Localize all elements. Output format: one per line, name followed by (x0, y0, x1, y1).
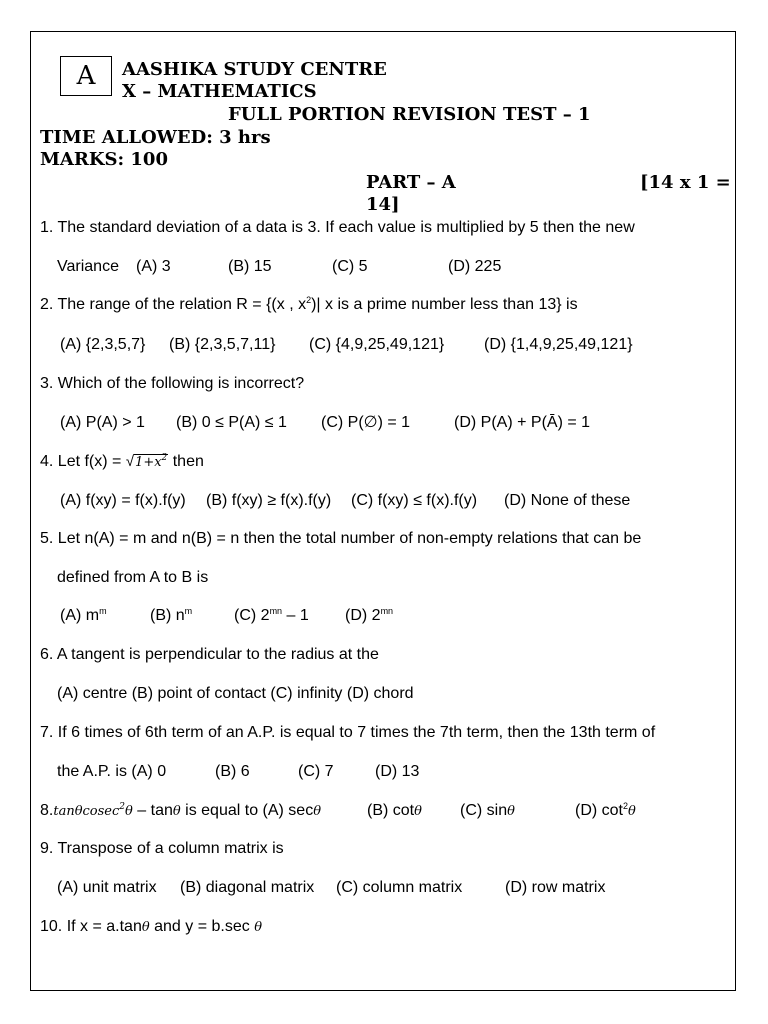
part-heading: PART – A (366, 172, 456, 193)
question-9-stem: 9. Transpose of a column matrix is (40, 840, 284, 857)
question-5-stem-cont: defined from A to B is (57, 569, 209, 586)
question-8-option-b: (B) cotθ (367, 802, 422, 819)
question-5-option-a: (A) $m^m$ (60, 606, 107, 624)
question-6-options: (A) centre (B) point of contact (C) infinity (D) chord (57, 685, 414, 702)
question-7-option-a: the A.P. is (A) 0 (57, 763, 167, 780)
question-7-option-c: (C) 7 (298, 763, 334, 780)
question-3-stem: 3. Which of the following is incorrect? (40, 375, 305, 392)
question-5-option-d: (D) $2^{mn}$ (345, 606, 394, 624)
question-3-option-c: (C) P(∅) = 1 (321, 414, 411, 431)
question-7-option-d: (D) 13 (375, 763, 420, 780)
question-2-option-d: (D) {1,4,9,25,49,121} (484, 336, 633, 353)
question-8-option-d: (D) $\cot^2\theta$ (575, 801, 636, 819)
test-title: FULL PORTION REVISION TEST – 1 (228, 104, 591, 125)
question-6-stem: 6. A tangent is perpendicular to the radius at the (40, 646, 379, 663)
question-3-option-a: (A) P(A) > 1 (60, 414, 145, 431)
question-4-stem: 4. Let $f(x) = √1+x^2$ then (40, 453, 204, 470)
question-5-stem: 5. Let n(A) = m and n(B) = n then the total number of non-empty relations that can be (40, 530, 642, 547)
question-2-stem: 2. The range of the relation R = {(x , $x^2)|$ x is a prime number less than 13} is (40, 295, 578, 313)
question-4-option-a: (A) f(xy) = f(x).f(y) (60, 492, 186, 509)
question-9-option-c: (C) column matrix (336, 879, 463, 896)
time-allowed: TIME ALLOWED: 3 hrs (40, 127, 271, 148)
question-1-option-a: (A) 3 (136, 258, 171, 275)
question-4-option-c: (C) f(xy) ≤ f(x).f(y) (351, 492, 478, 509)
question-7-stem: 7. If 6 times of 6th term of an A.P. is equal to 7 times the 7th term, then the 13th term of (40, 724, 656, 741)
question-1-stem: 1. The standard deviation of a data is 3. If each value is multiplied by 5 then the new (40, 219, 635, 236)
question-5-option-b: (B) $n^m$ (150, 606, 193, 624)
centre-name: AASHIKA STUDY CENTRE (122, 59, 387, 80)
question-1-option-d: (D) 225 (448, 258, 502, 275)
question-7-option-b: (B) 6 (215, 763, 250, 780)
part-marks: [14 x 1 = (640, 172, 731, 193)
subject-title: X – MATHEMATICS (122, 81, 317, 102)
question-8-option-c: (C) sinθ (460, 802, 515, 819)
question-3-option-d: (D) P(A) + P(Ā) = 1 (454, 414, 591, 431)
question-4-option-b: (B) f(xy) ≥ f(x).f(y) (206, 492, 332, 509)
question-3-option-b: (B) 0 ≤ P(A) ≤ 1 (176, 414, 287, 431)
question-1-option-b: (B) 15 (228, 258, 272, 275)
question-2-option-b: (B) {2,3,5,7,11} (169, 336, 276, 353)
logo-letter-box: A (60, 56, 112, 96)
part-marks-cont: 14] (366, 194, 400, 215)
question-9-option-a: (A) unit matrix (57, 879, 157, 896)
question-9-option-d: (D) row matrix (505, 879, 606, 896)
question-2-option-c: (C) {4,9,25,49,121} (309, 336, 445, 353)
question-8-stem: 8.tanθcosec$^2$θ – tanθ is equal to (A) secθ (40, 802, 322, 819)
question-1-option-c: (C) 5 (332, 258, 368, 275)
question-4-option-d: (D) None of these (504, 492, 631, 509)
sqrt-icon: √ (125, 453, 135, 470)
question-2-option-a: (A) {2,3,5,7} (60, 336, 146, 353)
question-9-option-b: (B) diagonal matrix (180, 879, 315, 896)
question-1-lead: Variance (57, 258, 119, 275)
question-10-stem: 10. If x = a.tanθ and y = b.sec θ (40, 918, 263, 935)
question-5-option-c: (C) $2^{mn} - 1$ (234, 606, 309, 624)
total-marks: MARKS: 100 (40, 149, 168, 170)
